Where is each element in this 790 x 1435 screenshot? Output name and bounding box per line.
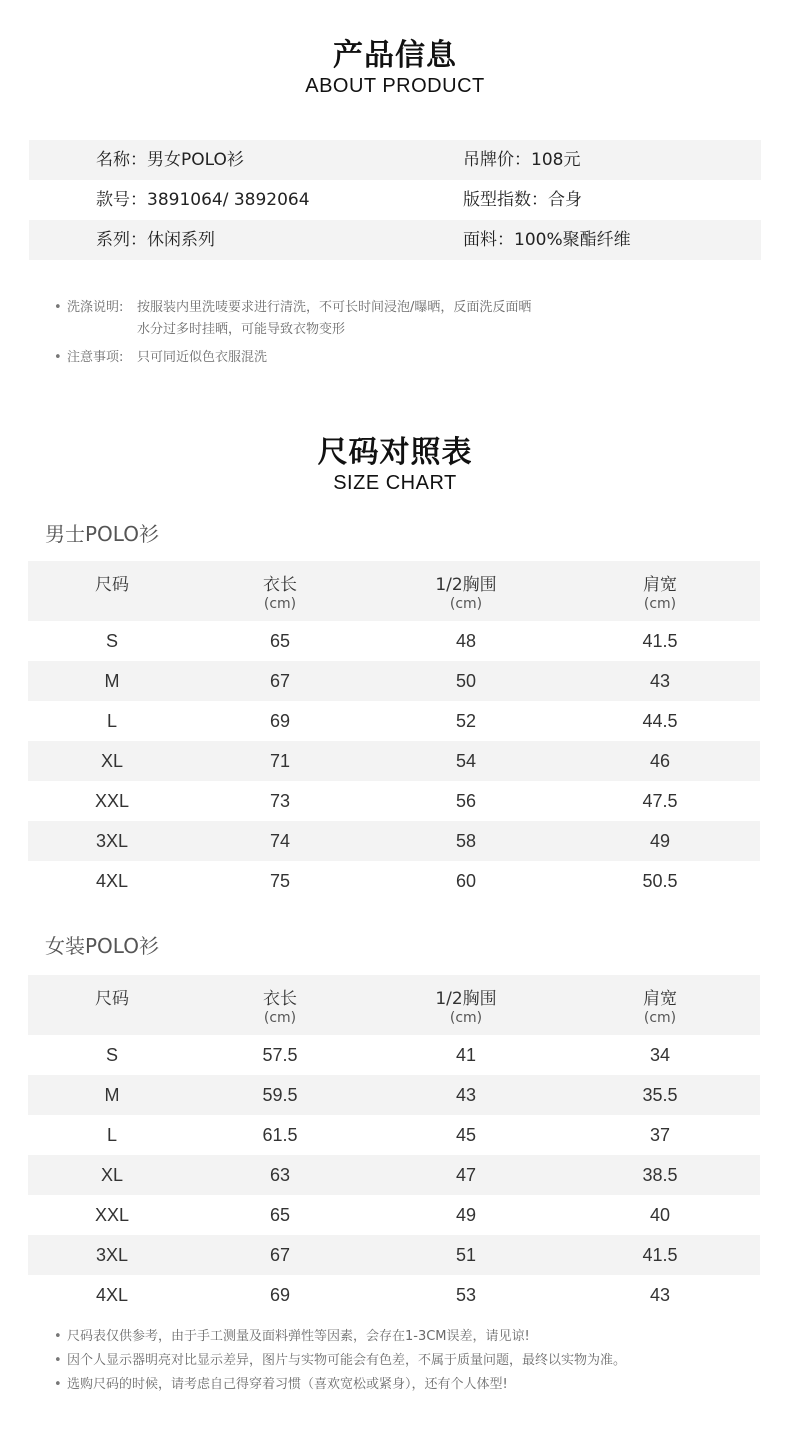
info-fit-index: 版型指数：合身 [463, 190, 582, 210]
header-label: 尺码 [95, 575, 129, 595]
measurement-cell: 40 [649, 1205, 671, 1225]
table-row [28, 661, 760, 701]
header-cell [620, 561, 700, 621]
info-row [29, 180, 761, 220]
size-cell: L [106, 1125, 117, 1145]
table-row [28, 821, 760, 861]
info-price: 吊牌价：108元 [463, 150, 581, 170]
header-unit: (cm) [449, 1010, 483, 1026]
table-row [28, 1155, 760, 1195]
wash-note [54, 297, 531, 319]
table-row [28, 741, 760, 781]
care-notes [54, 297, 531, 369]
measurement-cell: 53 [455, 1285, 477, 1305]
table-row [28, 1195, 760, 1235]
size-cell: S [105, 631, 118, 651]
footnote-item: • 选购尺码的时候，请考虑自己得穿着习惯（喜欢宽松或紧身），还有个人体型! [54, 1373, 626, 1397]
measurement-cell: 75 [269, 871, 291, 891]
size-cell: L [106, 711, 117, 731]
measurement-cell: 54 [455, 751, 477, 771]
measurement-cell: 47 [455, 1165, 477, 1185]
measurement-cell: 38.5 [642, 1165, 678, 1185]
header-cell [426, 561, 506, 621]
footnote-item: • 因个人显示器明亮对比显示差异，图片与实物可能会有色差，不属于质量问题，最终以实物为准。 [54, 1349, 626, 1373]
product-info-title: 产品信息 [333, 38, 457, 73]
table-row [28, 1235, 760, 1275]
table-row [28, 701, 760, 741]
header-label: 1/2胸围 [435, 989, 497, 1009]
measurement-cell: 51 [455, 1245, 477, 1265]
header-cell [72, 561, 152, 621]
size-cell: M [104, 671, 120, 691]
info-series: 系列：休闲系列 [96, 230, 215, 250]
attention-note [54, 347, 531, 369]
measurement-cell: 58 [455, 831, 477, 851]
measurement-cell: 69 [269, 1285, 291, 1305]
size-cell: 3XL [95, 1245, 129, 1265]
measurement-cell: 46 [649, 751, 671, 771]
footnote-item: • 尺码表仅供参考，由于手工测量及面料弹性等因素，会存在1-3CM误差，请见谅! [54, 1325, 626, 1349]
header-label: 肩宽 [643, 575, 677, 595]
measurement-cell: 71 [269, 751, 291, 771]
header-cell [72, 975, 152, 1035]
measurement-cell: 45 [455, 1125, 477, 1145]
table-row [28, 1035, 760, 1075]
measurement-cell: 41.5 [642, 631, 678, 651]
info-fabric: 面料：100%聚酯纤维 [463, 230, 631, 250]
men-size-table [28, 561, 760, 901]
measurement-cell: 52 [455, 711, 477, 731]
measurement-cell: 43 [649, 671, 671, 691]
header-unit: (cm) [643, 596, 677, 612]
men-table-caption: 男士POLO衫 [45, 522, 159, 546]
measurement-cell: 49 [649, 831, 671, 851]
info-row [29, 220, 761, 260]
measurement-cell: 57.5 [262, 1045, 298, 1065]
measurement-cell: 41.5 [642, 1245, 678, 1265]
measurement-cell: 34 [649, 1045, 671, 1065]
wash-label: 洗涤说明: [67, 300, 124, 315]
table-header-row [28, 561, 760, 621]
measurement-cell: 50 [455, 671, 477, 691]
size-chart-title: 尺码对照表 [317, 435, 473, 470]
header-cell [620, 975, 700, 1035]
size-cell: 3XL [95, 831, 129, 851]
women-size-table [28, 975, 760, 1315]
header-unit: (cm) [449, 596, 483, 612]
size-cell: M [104, 1085, 120, 1105]
measurement-cell: 43 [649, 1285, 671, 1305]
measurement-cell: 56 [455, 791, 477, 811]
header-unit: (cm) [263, 596, 297, 612]
size-cell: XXL [94, 791, 130, 811]
footnotes [54, 1325, 626, 1397]
measurement-cell: 48 [455, 631, 477, 651]
measurement-cell: 73 [269, 791, 291, 811]
measurement-cell: 35.5 [642, 1085, 678, 1105]
size-cell: XL [100, 751, 124, 771]
attention-label: 注意事项: [67, 350, 124, 365]
size-cell: 4XL [95, 1285, 129, 1305]
table-row [28, 1275, 760, 1315]
size-cell: XXL [94, 1205, 130, 1225]
measurement-cell: 61.5 [262, 1125, 298, 1145]
product-info-table [29, 140, 761, 260]
size-chart-subtitle: SIZE CHART [333, 472, 457, 494]
header-label: 衣长 [263, 989, 297, 1009]
info-style-number: 款号：3891064/ 3892064 [96, 190, 310, 210]
table-row [28, 781, 760, 821]
measurement-cell: 65 [269, 631, 291, 651]
measurement-cell: 59.5 [262, 1085, 298, 1105]
measurement-cell: 44.5 [642, 711, 678, 731]
header-label: 尺码 [95, 989, 129, 1009]
header-unit: (cm) [263, 1010, 297, 1026]
measurement-cell: 65 [269, 1205, 291, 1225]
table-row [28, 621, 760, 661]
measurement-cell: 60 [455, 871, 477, 891]
size-cell: S [105, 1045, 118, 1065]
measurement-cell: 50.5 [642, 871, 678, 891]
measurement-cell: 69 [269, 711, 291, 731]
women-table-caption: 女装POLO衫 [45, 934, 159, 958]
measurement-cell: 37 [649, 1125, 671, 1145]
size-cell: 4XL [95, 871, 129, 891]
wash-text: 按服装内里洗唛要求进行清洗，不可长时间浸泡/曝晒，反面洗反面晒 [137, 300, 532, 315]
size-cell: XL [100, 1165, 124, 1185]
table-row [28, 861, 760, 901]
attention-text: 只可同近似色衣服混洗 [137, 350, 268, 365]
table-row [28, 1115, 760, 1155]
header-label: 衣长 [263, 575, 297, 595]
measurement-cell: 43 [455, 1085, 477, 1105]
header-label: 肩宽 [643, 989, 677, 1009]
wash-text-continued: 水分过多时挂晒，可能导致衣物变形 [137, 322, 346, 337]
measurement-cell: 63 [269, 1165, 291, 1185]
header-cell [426, 975, 506, 1035]
table-row [28, 1075, 760, 1115]
header-cell [240, 561, 320, 621]
measurement-cell: 41 [455, 1045, 477, 1065]
measurement-cell: 49 [455, 1205, 477, 1225]
table-header-row [28, 975, 760, 1035]
header-label: 1/2胸围 [435, 575, 497, 595]
measurement-cell: 47.5 [642, 791, 678, 811]
header-unit: (cm) [643, 1010, 677, 1026]
measurement-cell: 67 [269, 671, 291, 691]
info-name: 名称：男女POLO衫 [96, 150, 244, 170]
measurement-cell: 67 [269, 1245, 291, 1265]
measurement-cell: 74 [269, 831, 291, 851]
info-row [29, 140, 761, 180]
header-cell [240, 975, 320, 1035]
product-info-subtitle: ABOUT PRODUCT [305, 75, 485, 97]
